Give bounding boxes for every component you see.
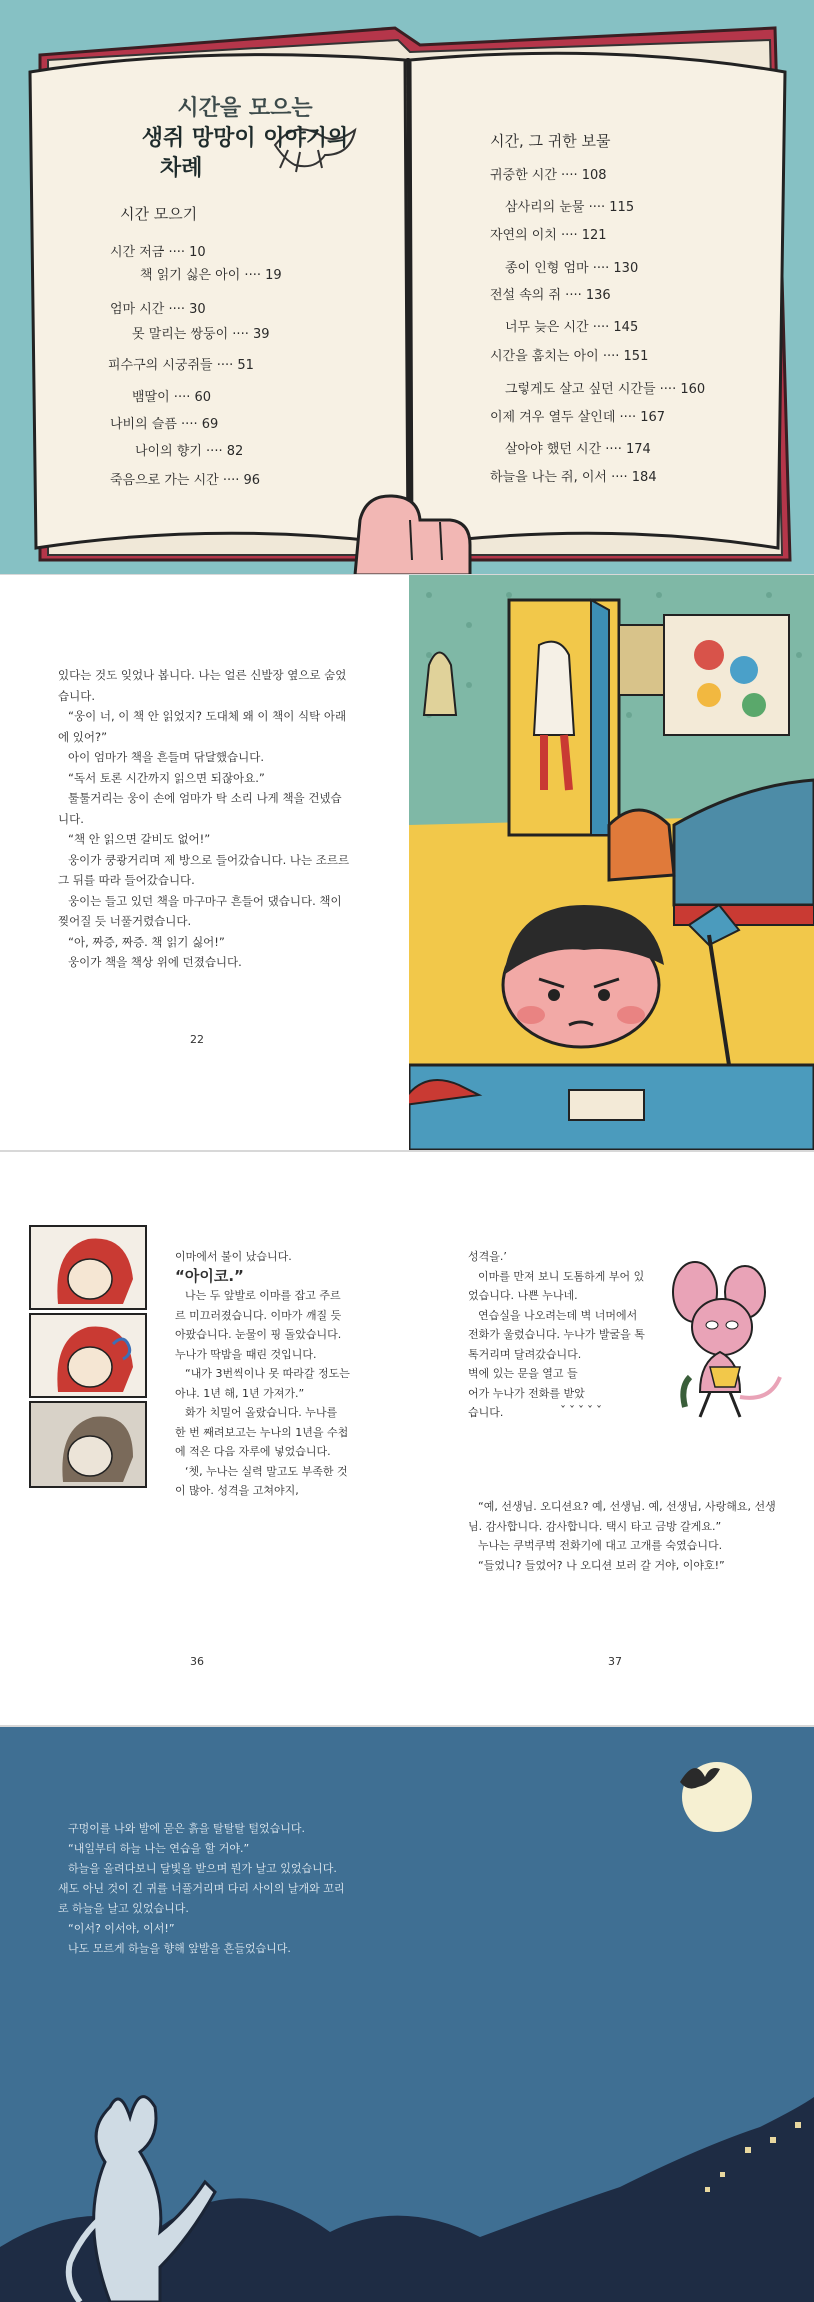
paragraph: 연습실을 나오려는데 벽 너머에서 전화가 울렸습니다. 누나가 발굴을 톡톡거리며 달려갔습니다. xyxy=(468,1308,645,1361)
paragraph: 이마를 만져 보니 도톰하게 부어 있었습니다. 나쁜 누나네. xyxy=(468,1269,645,1302)
paragraph: “예, 선생님. 오디션요? 예, 선생님. 예, 선생님, 사랑해요, 선생님. 감사합니다. 감사합니다. 택시 타고 금방 갈게요.” xyxy=(468,1500,776,1533)
toc-entry: 시간을 훔치는 아이 ···· 151 xyxy=(490,349,649,364)
story-text-right-bottom xyxy=(468,1497,788,1575)
toc-entry: 종이 인형 엄마 ···· 130 xyxy=(505,261,639,276)
toc-right-section: 시간, 그 귀한 보물 xyxy=(490,132,611,150)
paragraph: “독서 토론 시간까지 읽으면 되잖아요.” xyxy=(68,770,265,785)
toc-title-line: 차례 xyxy=(160,156,203,181)
toc-entry: 나이의 향기 ···· 82 xyxy=(135,444,244,459)
paragraph: 구멍이를 나와 발에 묻은 흙을 탈탈탈 털었습니다. xyxy=(68,1822,305,1835)
page-number: 22 xyxy=(190,1033,204,1046)
paragraph: “내가 3번씩이나 못 따라갈 정도는 아냐. 1년 해, 1년 가져가.” xyxy=(175,1367,350,1400)
toc-entry: 하늘을 나는 쥐, 이서 ···· 184 xyxy=(490,470,657,485)
paragraph: “책 안 읽으면 갈비도 없어!” xyxy=(68,832,211,846)
toc-entry: 뱀딸이 ···· 60 xyxy=(132,390,212,405)
toc-title-line: 시간을 모으는 xyxy=(177,96,313,121)
comic-strip-illustration xyxy=(28,1224,148,1489)
toc-entry: 나비의 슬픔 ···· 69 xyxy=(110,417,219,432)
toc-entry: 엄마 시간 ···· 30 xyxy=(110,302,206,317)
toc-title-line: 생쥐 망망이 이야기의 xyxy=(141,126,349,151)
paragraph: “웅이 너, 이 책 안 읽었지? 도대체 왜 이 책이 식탁 아래에 있어?” xyxy=(58,709,347,744)
paragraph: “아, 짜증, 짜증. 책 읽기 싫어!” xyxy=(68,934,225,949)
paragraph: 벽에 있는 문을 열고 들어가 누나가 전화를 받았습니다. xyxy=(468,1367,585,1419)
toc-spread xyxy=(0,0,814,575)
exclamation: “아이코.” xyxy=(175,1266,244,1285)
toc-entry: 못 말리는 쌍둥이 ···· 39 xyxy=(132,327,270,342)
paragraph: 나도 모르게 하늘을 향해 앞발을 흔들었습니다. xyxy=(68,1942,291,1955)
page-number-left: 36 xyxy=(190,1655,204,1668)
story-text xyxy=(58,665,350,973)
paragraph: “내일부터 하늘 나는 연습을 할 거야.” xyxy=(68,1842,250,1855)
toc-entry: 너무 늦은 시간 ···· 145 xyxy=(505,320,639,335)
toc-entry: 살아야 했던 시간 ···· 174 xyxy=(505,442,651,457)
paragraph: 웅이는 들고 있던 책을 마구마구 흔들어 댔습니다. 책이 찢어질 듯 너풀거렸습니다. xyxy=(58,893,342,928)
sound-effect: ˇˇˇˇˇ xyxy=(560,1404,605,1418)
open-book-illustration xyxy=(0,0,814,575)
paragraph: 있다는 것도 잊었나 봅니다. 나는 얼른 신발장 옆으로 숨었습니다. xyxy=(58,668,347,703)
paragraph: 아이 엄마가 책을 흔들며 닦달했습니다. xyxy=(68,750,265,764)
toc-entry: 그렇게도 살고 싶던 시간들 ···· 160 xyxy=(505,382,706,397)
paragraph: “이서? 이서야, 이서!” xyxy=(68,1922,175,1935)
toc-left-section: 시간 모으기 xyxy=(120,205,198,223)
paragraph: 이마에서 불이 났습니다. xyxy=(175,1250,292,1263)
story-text xyxy=(58,1819,350,1959)
toc-title xyxy=(120,94,370,184)
story-spread-2 xyxy=(0,1152,814,1727)
paragraph: 나는 두 앞발로 이마를 잡고 주르르 미끄러졌습니다. 이마가 깨질 듯 아팠습니다. 눈물이 핑 돌았습니다. 누나가 딱밤을 때린 것입니다. xyxy=(175,1289,342,1361)
toc-entry: 귀중한 시간 ···· 108 xyxy=(490,168,607,183)
paragraph: 누나는 쿠벅쿠벅 전화기에 대고 고개를 숙였습니다. xyxy=(478,1539,723,1552)
paragraph: 웅이가 쿵쾅거리며 제 방으로 들어갔습니다. 나는 조르르 그 뒤를 따라 들어갔습니다. xyxy=(58,852,350,887)
toc-entry: 이제 겨우 열두 살인데 ···· 167 xyxy=(490,410,666,425)
paragraph: 성격을.’ xyxy=(468,1250,507,1263)
paragraph: “들었니? 들었어? 나 오디션 보러 갈 거야, 이야호!” xyxy=(478,1558,725,1572)
toc-entry: 책 읽기 싫은 아이 ···· 19 xyxy=(140,268,282,283)
paragraph: 하늘을 올려다보니 달빛을 받으며 뭔가 날고 있었습니다. 새도 아닌 것이 긴 귀를 너풀거리며 다리 사이의 날개와 꼬리로 하늘을 날고 있었습니다. xyxy=(58,1862,345,1915)
toc-entry: 전설 속의 쥐 ···· 136 xyxy=(490,288,611,303)
room-illustration xyxy=(409,575,814,1150)
paragraph: ‘쳇, 누나는 실력 말고도 부족한 것이 많아. 성격을 고쳐야지, xyxy=(175,1464,348,1497)
story-spread-1 xyxy=(0,575,814,1150)
story-spread-3 xyxy=(0,1727,814,2302)
paragraph: 화가 치밀어 올랐습니다. 누나를 한 번 째려보고는 누나의 1년을 수첩에 적은 다음 자루에 넣었습니다. xyxy=(175,1406,349,1458)
page-number-right: 37 xyxy=(608,1655,622,1668)
story-text-left xyxy=(175,1247,350,1501)
toc-entry: 죽음으로 가는 시간 ···· 96 xyxy=(110,473,261,488)
night-sky-illustration xyxy=(0,1727,814,2302)
paragraph: 웅이가 책을 책상 위에 던졌습니다. xyxy=(68,955,242,969)
story-text-right-top xyxy=(468,1247,648,1423)
toc-entry: 피수구의 시궁쥐들 ···· 51 xyxy=(108,358,254,373)
rat-illustration xyxy=(650,1257,800,1427)
toc-entry: 삼사리의 눈물 ···· 115 xyxy=(505,200,635,215)
toc-entry: 시간 저금 ···· 10 xyxy=(110,245,206,260)
paragraph: 툴툴거리는 웅이 손에 엄마가 탁 소리 나게 책을 건넸습니다. xyxy=(58,791,342,826)
toc-entry: 자연의 이치 ···· 121 xyxy=(490,228,607,243)
